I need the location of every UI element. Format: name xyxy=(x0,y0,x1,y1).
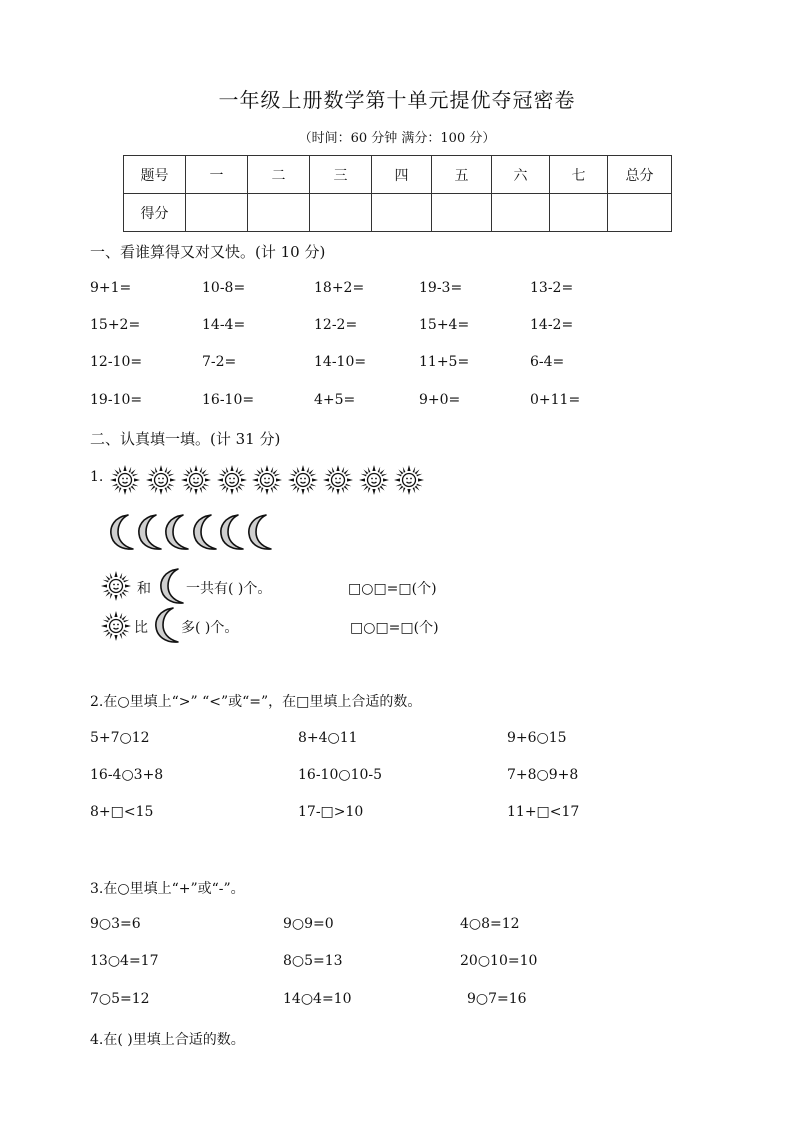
score-input-cell[interactable] xyxy=(186,194,248,232)
sun-icon xyxy=(358,464,390,496)
operator-problem[interactable]: 8○5=13 xyxy=(283,953,343,969)
math-problem: 14-4= xyxy=(202,317,246,333)
question4-label: 4.在( )里填上合适的数。 xyxy=(90,1032,245,1048)
compare-problem[interactable]: 16-4○3+8 xyxy=(90,767,164,783)
compare-problem[interactable]: 7+8○9+8 xyxy=(507,767,579,783)
score-input-cell[interactable] xyxy=(310,194,372,232)
math-problem: 12-2= xyxy=(314,317,358,333)
operator-problem[interactable]: 9○3=6 xyxy=(90,916,141,932)
score-table-cell: 一 xyxy=(186,156,248,194)
score-input-cell[interactable] xyxy=(492,194,550,232)
operator-problem[interactable]: 4○8=12 xyxy=(460,916,520,932)
score-table-score-row xyxy=(124,194,672,232)
math-problem: 0+11= xyxy=(530,392,581,408)
math-problem: 4+5= xyxy=(314,392,356,408)
sun-icon xyxy=(145,464,177,496)
math-problem: 7-2= xyxy=(202,354,237,370)
math-problem: 16-10= xyxy=(202,392,255,408)
compare-problem[interactable]: 9+6○15 xyxy=(507,730,567,746)
math-problem: 6-4= xyxy=(530,354,565,370)
compare-problem[interactable]: 5+7○12 xyxy=(90,730,150,746)
section1-heading: 一、看谁算得又对又快。(计 10 分) xyxy=(90,243,326,261)
math-problem: 15+2= xyxy=(90,317,141,333)
question1-label: 1. xyxy=(90,469,104,485)
moon-icon xyxy=(136,513,164,551)
compare-problem[interactable]: 17-□>10 xyxy=(298,804,364,820)
operator-problem[interactable]: 20○10=10 xyxy=(460,953,538,969)
score-table-cell: 得分 xyxy=(124,194,186,232)
sun-icon xyxy=(180,464,212,496)
sun-icon xyxy=(287,464,319,496)
math-problem: 9+1= xyxy=(90,280,132,296)
math-problem: 18+2= xyxy=(314,280,365,296)
math-problem: 14-10= xyxy=(314,354,367,370)
question2-label: 2.在○里填上“>” “<”或“=”，在□里填上合适的数。 xyxy=(90,694,422,710)
score-table-header-row xyxy=(124,156,672,194)
compare-problem[interactable]: 11+□<17 xyxy=(507,804,580,820)
sun-icon xyxy=(100,610,132,642)
score-table-cell: 五 xyxy=(432,156,492,194)
math-problem: 19-10= xyxy=(90,392,143,408)
and-word: 和 xyxy=(137,581,151,597)
moon-icon xyxy=(158,567,186,605)
score-input-cell[interactable] xyxy=(608,194,672,232)
score-input-cell[interactable] xyxy=(248,194,310,232)
question3-label: 3.在○里填上“+”或“-”。 xyxy=(90,881,245,897)
operator-problem[interactable]: 13○4=17 xyxy=(90,953,159,969)
score-input-cell[interactable] xyxy=(372,194,432,232)
moon-icon xyxy=(191,513,219,551)
operator-problem[interactable]: 14○4=10 xyxy=(283,991,352,1007)
sun-icon xyxy=(393,464,425,496)
sun-icon xyxy=(322,464,354,496)
score-table-cell: 七 xyxy=(550,156,608,194)
score-table-cell: 四 xyxy=(372,156,432,194)
sun-icon xyxy=(109,464,141,496)
score-table-cell: 六 xyxy=(492,156,550,194)
compare-problem[interactable]: 8+□<15 xyxy=(90,804,154,820)
moon-icon xyxy=(246,513,274,551)
exam-time-score-info: （时间：60 分钟 满分：100 分） xyxy=(298,131,496,146)
math-problem: 14-2= xyxy=(530,317,574,333)
compare-problem[interactable]: 8+4○11 xyxy=(298,730,358,746)
difference-formula-blanks[interactable]: □○□=□(个) xyxy=(350,620,439,636)
operator-problem[interactable]: 7○5=12 xyxy=(90,991,150,1007)
sun-icon xyxy=(251,464,283,496)
operator-problem[interactable]: 9○9=0 xyxy=(283,916,334,932)
total-formula-blanks[interactable]: □○□=□(个) xyxy=(348,581,437,597)
math-problem: 9+0= xyxy=(419,392,461,408)
sun-icon xyxy=(216,464,248,496)
score-table-cell: 二 xyxy=(248,156,310,194)
moon-icon xyxy=(153,606,181,644)
compare-word: 比 xyxy=(134,620,148,636)
section2-heading: 二、认真填一填。(计 31 分) xyxy=(90,430,281,448)
score-input-cell[interactable] xyxy=(550,194,608,232)
score-table-cell: 总分 xyxy=(608,156,672,194)
math-problem: 12-10= xyxy=(90,354,143,370)
total-question-text: 一共有( )个。 xyxy=(186,581,272,597)
sun-icon xyxy=(100,570,132,602)
math-problem: 19-3= xyxy=(419,280,463,296)
math-problem: 10-8= xyxy=(202,280,246,296)
math-problem: 13-2= xyxy=(530,280,574,296)
score-table xyxy=(123,155,672,232)
moon-icon xyxy=(218,513,246,551)
math-problem: 11+5= xyxy=(419,354,470,370)
score-table-cell: 三 xyxy=(310,156,372,194)
moon-icon xyxy=(108,513,136,551)
difference-question-text: 多( )个。 xyxy=(181,620,239,636)
score-table-cell: 题号 xyxy=(124,156,186,194)
operator-problem[interactable]: 9○7=16 xyxy=(467,991,527,1007)
math-problem: 15+4= xyxy=(419,317,470,333)
moon-icon xyxy=(163,513,191,551)
page-title: 一年级上册数学第十单元提优夺冠密卷 xyxy=(218,88,576,112)
compare-problem[interactable]: 16-10○10-5 xyxy=(298,767,383,783)
score-input-cell[interactable] xyxy=(432,194,492,232)
